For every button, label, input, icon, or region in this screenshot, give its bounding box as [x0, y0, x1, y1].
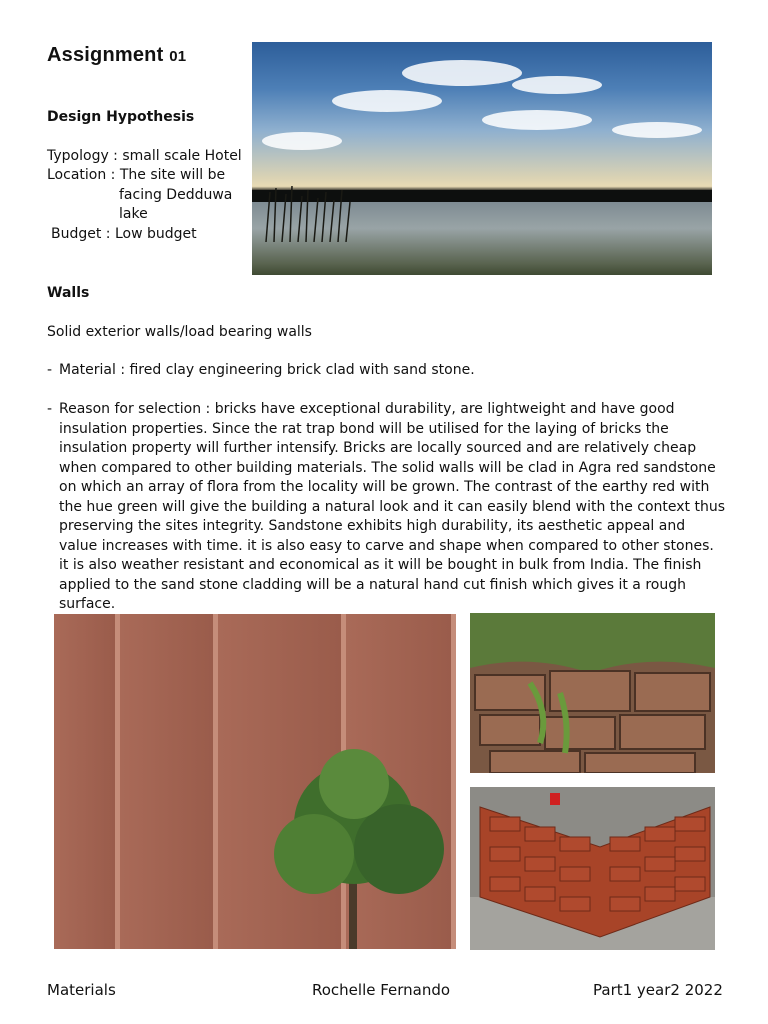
- title-word: Assignment: [47, 44, 164, 66]
- walls-heading: Walls: [47, 285, 90, 301]
- walls-subheading: Solid exterior walls/load bearing walls: [47, 324, 312, 340]
- tree-graphic: [254, 744, 454, 949]
- location-line-1: Location : The site will be: [47, 167, 226, 183]
- sandstone-wall-photo: [54, 614, 456, 949]
- brick-wall-photo: [470, 787, 715, 950]
- footer-section-label: Materials: [47, 981, 116, 999]
- location-line-3: lake: [119, 206, 148, 222]
- title-number: 01: [169, 48, 187, 65]
- brick-graphic: [470, 787, 715, 950]
- budget-line: Budget : Low budget: [51, 226, 197, 242]
- stone-graphic: [470, 613, 715, 773]
- typology-line: Typology : small scale Hotel: [47, 148, 242, 164]
- location-line-2: facing Dedduwa: [119, 186, 233, 203]
- material-bullet: [47, 361, 687, 381]
- footer-author: Rochelle Fernando: [312, 981, 451, 999]
- reason-text: Reason for selection : bricks have exceptional durability, are lightweight and have good insulation properties. Since the rat trap bond will be utilised for the laying of bricks the insulation property will further intensify. Bricks are locally sourced and are relatively cheap when compared to other building materials. The solid walls will be clad in Agra red sandstone on which an array of flora from the locality will be grown. The contrast of the earthy red with the hue green will give the building a natural look and it can easily blend with the context thus preserving the sites integrity. Sandstone exhibits high durability, its aesthetic appeal and value increases with time. it is also easy to carve and shape when compared to other stones. it is also weather resistant and economical as it will be bought in bulk from India. The finish applied to the sand stone cladding will be a natural hand cut finish which gives it a rough surface.: [59, 401, 726, 612]
- bullet-dash: -: [47, 401, 53, 417]
- reason-bullet: [47, 400, 727, 615]
- lake-photo: [252, 42, 712, 275]
- page-title: [47, 44, 186, 67]
- location-block: [47, 166, 247, 225]
- footer-course-year: Part1 year2 2022: [593, 981, 723, 999]
- design-hypothesis-heading: Design Hypothesis: [47, 109, 195, 125]
- reeds-graphic: [256, 182, 356, 242]
- material-text: Material : fired clay engineering brick clad with sand stone.: [59, 362, 475, 378]
- bullet-dash: -: [47, 362, 53, 378]
- stone-wall-with-plants-photo: [470, 613, 715, 773]
